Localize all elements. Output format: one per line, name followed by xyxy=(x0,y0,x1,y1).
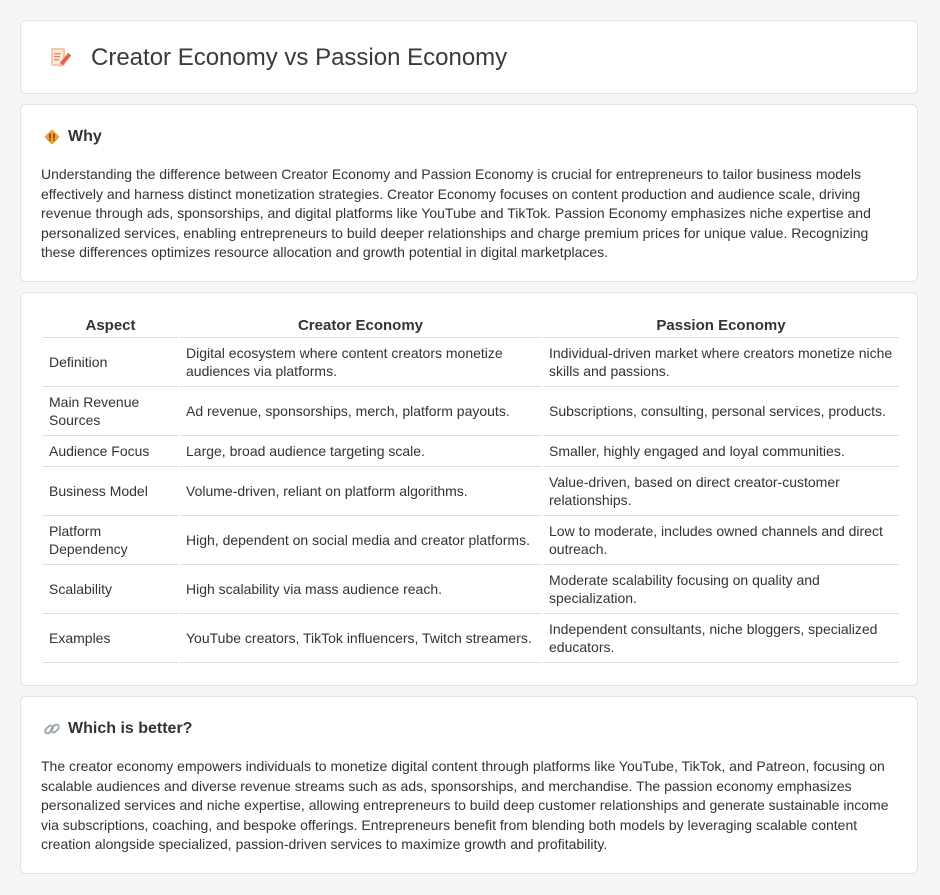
row-aspect: Definition xyxy=(43,338,179,387)
row-passion: Smaller, highly engaged and loyal communities. xyxy=(542,436,899,467)
row-passion: Moderate scalability focusing on quality and specialization. xyxy=(542,565,899,614)
header-passion-economy: Passion Economy xyxy=(542,315,899,338)
row-creator: Ad revenue, sponsorships, merch, platform payouts. xyxy=(179,387,542,436)
row-aspect: Scalability xyxy=(43,565,179,614)
row-creator: High, dependent on social media and creator platforms. xyxy=(179,516,542,565)
row-aspect: Main Revenue Sources xyxy=(43,387,179,436)
table-row xyxy=(43,436,899,467)
row-passion: Individual-driven market where creators monetize niche skills and passions. xyxy=(542,338,899,387)
link-icon xyxy=(43,720,61,738)
why-body: Understanding the difference between Creator Economy and Passion Economy is crucial for entrepreneurs to tailor business models effectively and harness distinct monetization strategies. Creator Economy focuses on content production and audience scale, driving revenue through ads, sponsorships, and digital platforms like YouTube and TikTok. Passion Economy emphasizes niche expertise and personalized services, enabling entrepreneurs to build deeper relationships and charge premium prices for unique value. Recognizing these differences optimizes resource allocation and growth potential in digital marketplaces. xyxy=(41,166,871,261)
why-header xyxy=(43,127,102,147)
table-row xyxy=(43,338,899,387)
table-header-row xyxy=(43,315,899,338)
diamond-warning-icon xyxy=(43,128,61,146)
header-creator-economy: Creator Economy xyxy=(179,315,542,338)
why-heading: Why xyxy=(68,128,102,145)
table-row xyxy=(43,516,899,565)
header-aspect: Aspect xyxy=(43,315,179,338)
row-creator: YouTube creators, TikTok influencers, Twitch streamers. xyxy=(179,614,542,663)
table-row xyxy=(43,387,899,436)
table-row xyxy=(43,614,899,663)
document-pencil-icon xyxy=(47,45,73,71)
row-creator: Digital ecosystem where content creators monetize audiences via platforms. xyxy=(179,338,542,387)
row-creator: High scalability via mass audience reach. xyxy=(179,565,542,614)
row-passion: Low to moderate, includes owned channels and direct outreach. xyxy=(542,516,899,565)
title-card xyxy=(20,20,918,94)
comparison-section xyxy=(20,292,918,686)
row-passion: Value-driven, based on direct creator-customer relationships. xyxy=(542,467,899,516)
row-passion: Subscriptions, consulting, personal services, products. xyxy=(542,387,899,436)
title-row xyxy=(47,43,507,73)
row-aspect: Audience Focus xyxy=(43,436,179,467)
better-header xyxy=(43,719,192,739)
which-is-better-section xyxy=(20,696,918,874)
comparison-table xyxy=(43,315,899,663)
page-title: Creator Economy vs Passion Economy xyxy=(91,44,508,71)
table-row xyxy=(43,467,899,516)
row-aspect: Platform Dependency xyxy=(43,516,179,565)
row-creator: Volume-driven, reliant on platform algorithms. xyxy=(179,467,542,516)
row-passion: Independent consultants, niche bloggers, specialized educators. xyxy=(542,614,899,663)
better-heading: Which is better? xyxy=(68,720,193,737)
row-aspect: Examples xyxy=(43,614,179,663)
row-creator: Large, broad audience targeting scale. xyxy=(179,436,542,467)
better-body: The creator economy empowers individuals to monetize digital content through platforms like YouTube, TikTok, and Patreon, focusing on scalable audiences and diverse revenue streams such as ads, sponsorships, and merchandise. The passion economy emphasizes personalized services and niche expertise, allowing entrepreneurs to build deep customer relationships and generate sustainable income via subscriptions, coaching, and bespoke offerings. Entrepreneurs benefit from blending both models by leveraging scalable content creation alongside specialized, passion-driven services to maximize growth and profitability. xyxy=(41,758,889,853)
row-aspect: Business Model xyxy=(43,467,179,516)
table-row xyxy=(43,565,899,614)
why-section xyxy=(20,104,918,282)
